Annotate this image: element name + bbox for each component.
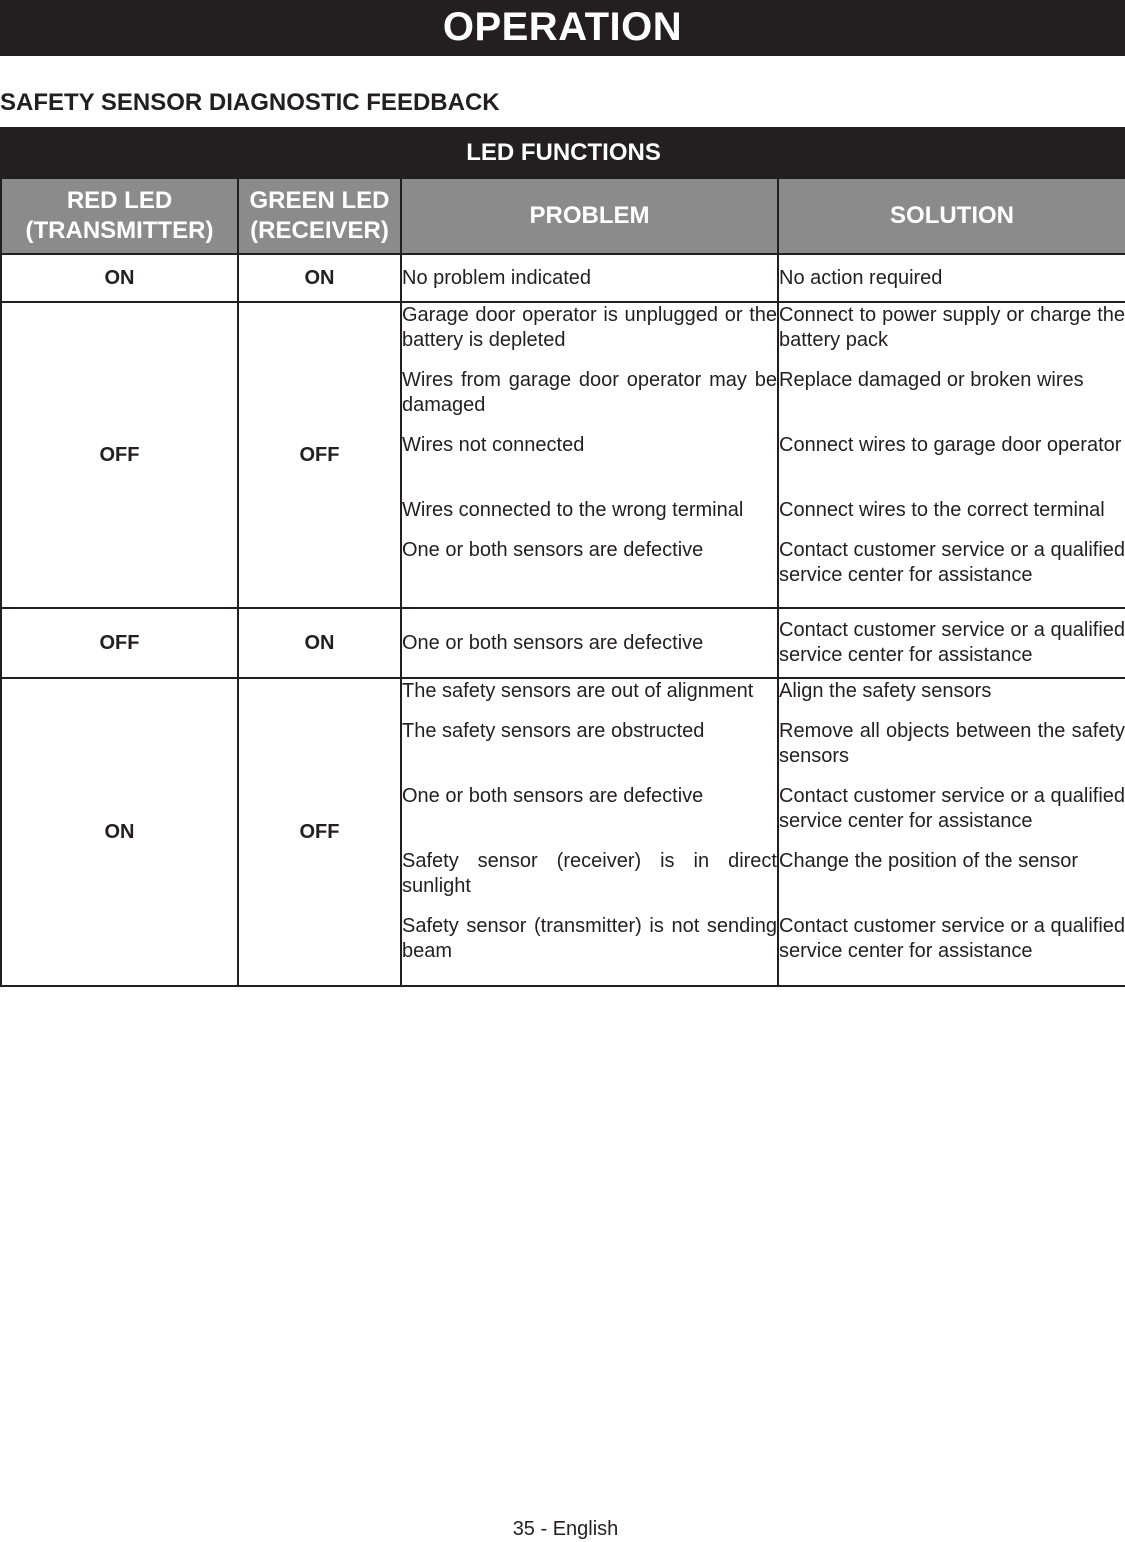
green-led-state: ON <box>238 608 401 678</box>
problem-cell <box>401 678 778 986</box>
solution-item: Contact customer service or a qualified service center for assistance <box>779 915 1125 962</box>
column-header-green-led: GREEN LED (RECEIVER) <box>238 178 401 254</box>
problem-item: Safety sensor (transmitter) is not sending beam <box>402 915 777 962</box>
page-header-title: OPERATION <box>442 5 683 49</box>
solution-cell <box>778 678 1125 986</box>
table-row <box>1 254 1125 302</box>
problem-cell <box>401 302 778 608</box>
problem-cell: One or both sensors are defective <box>401 608 778 678</box>
problem-item: Garage door operator is unplugged or the battery is depleted <box>402 304 777 351</box>
solution-item: Connect to power supply or charge the battery pack <box>779 304 1125 351</box>
solution-item: Contact customer service or a qualified service center for assistance <box>779 539 1125 586</box>
problem-item: The safety sensors are out of alignment <box>402 680 754 702</box>
green-led-state: OFF <box>238 678 401 986</box>
solution-cell <box>778 302 1125 608</box>
problem-cell: No problem indicated <box>401 254 778 302</box>
page-header-banner <box>0 0 1125 56</box>
green-led-state: ON <box>238 254 401 302</box>
solution-cell: Contact customer service or a qualified service center for assistance <box>778 608 1125 678</box>
page-footer: 35 - English <box>512 1518 619 1540</box>
problem-item: Wires not connected <box>402 434 585 456</box>
problem-item: Wires connected to the wrong terminal <box>402 499 744 521</box>
solution-item: Align the safety sensors <box>779 680 992 702</box>
solution-item: Change the position of the sensor <box>779 850 1079 872</box>
solution-item: Connect wires to garage door operator <box>779 434 1122 456</box>
solution-item: Replace damaged or broken wires <box>779 369 1084 391</box>
red-led-state: OFF <box>1 608 238 678</box>
table-caption: LED FUNCTIONS <box>1 128 1125 178</box>
problem-item: The safety sensors are obstructed <box>402 720 705 742</box>
red-led-state: OFF <box>1 302 238 608</box>
table-row <box>1 608 1125 678</box>
solution-cell: No action required <box>778 254 1125 302</box>
column-header-solution: SOLUTION <box>778 178 1125 254</box>
problem-item: One or both sensors are defective <box>402 539 704 561</box>
solution-item: Connect wires to the correct terminal <box>779 499 1105 521</box>
column-header-problem: PROBLEM <box>401 178 778 254</box>
table-row <box>1 302 1125 608</box>
solution-item: Contact customer service or a qualified service center for assistance <box>779 785 1125 832</box>
section-title: SAFETY SENSOR DIAGNOSTIC FEEDBACK <box>0 89 500 116</box>
led-functions-table <box>0 127 1125 987</box>
solution-item: Remove all objects between the safety sensors <box>779 720 1125 767</box>
green-led-state: OFF <box>238 302 401 608</box>
problem-item: Safety sensor (receiver) is in direct sunlight <box>402 850 777 897</box>
problem-item: One or both sensors are defective <box>402 785 704 807</box>
red-led-state: ON <box>1 678 238 986</box>
table-row <box>1 678 1125 986</box>
column-header-red-led: RED LED (TRANSMITTER) <box>1 178 238 254</box>
problem-item: Wires from garage door operator may be damaged <box>402 369 777 416</box>
red-led-state: ON <box>1 254 238 302</box>
